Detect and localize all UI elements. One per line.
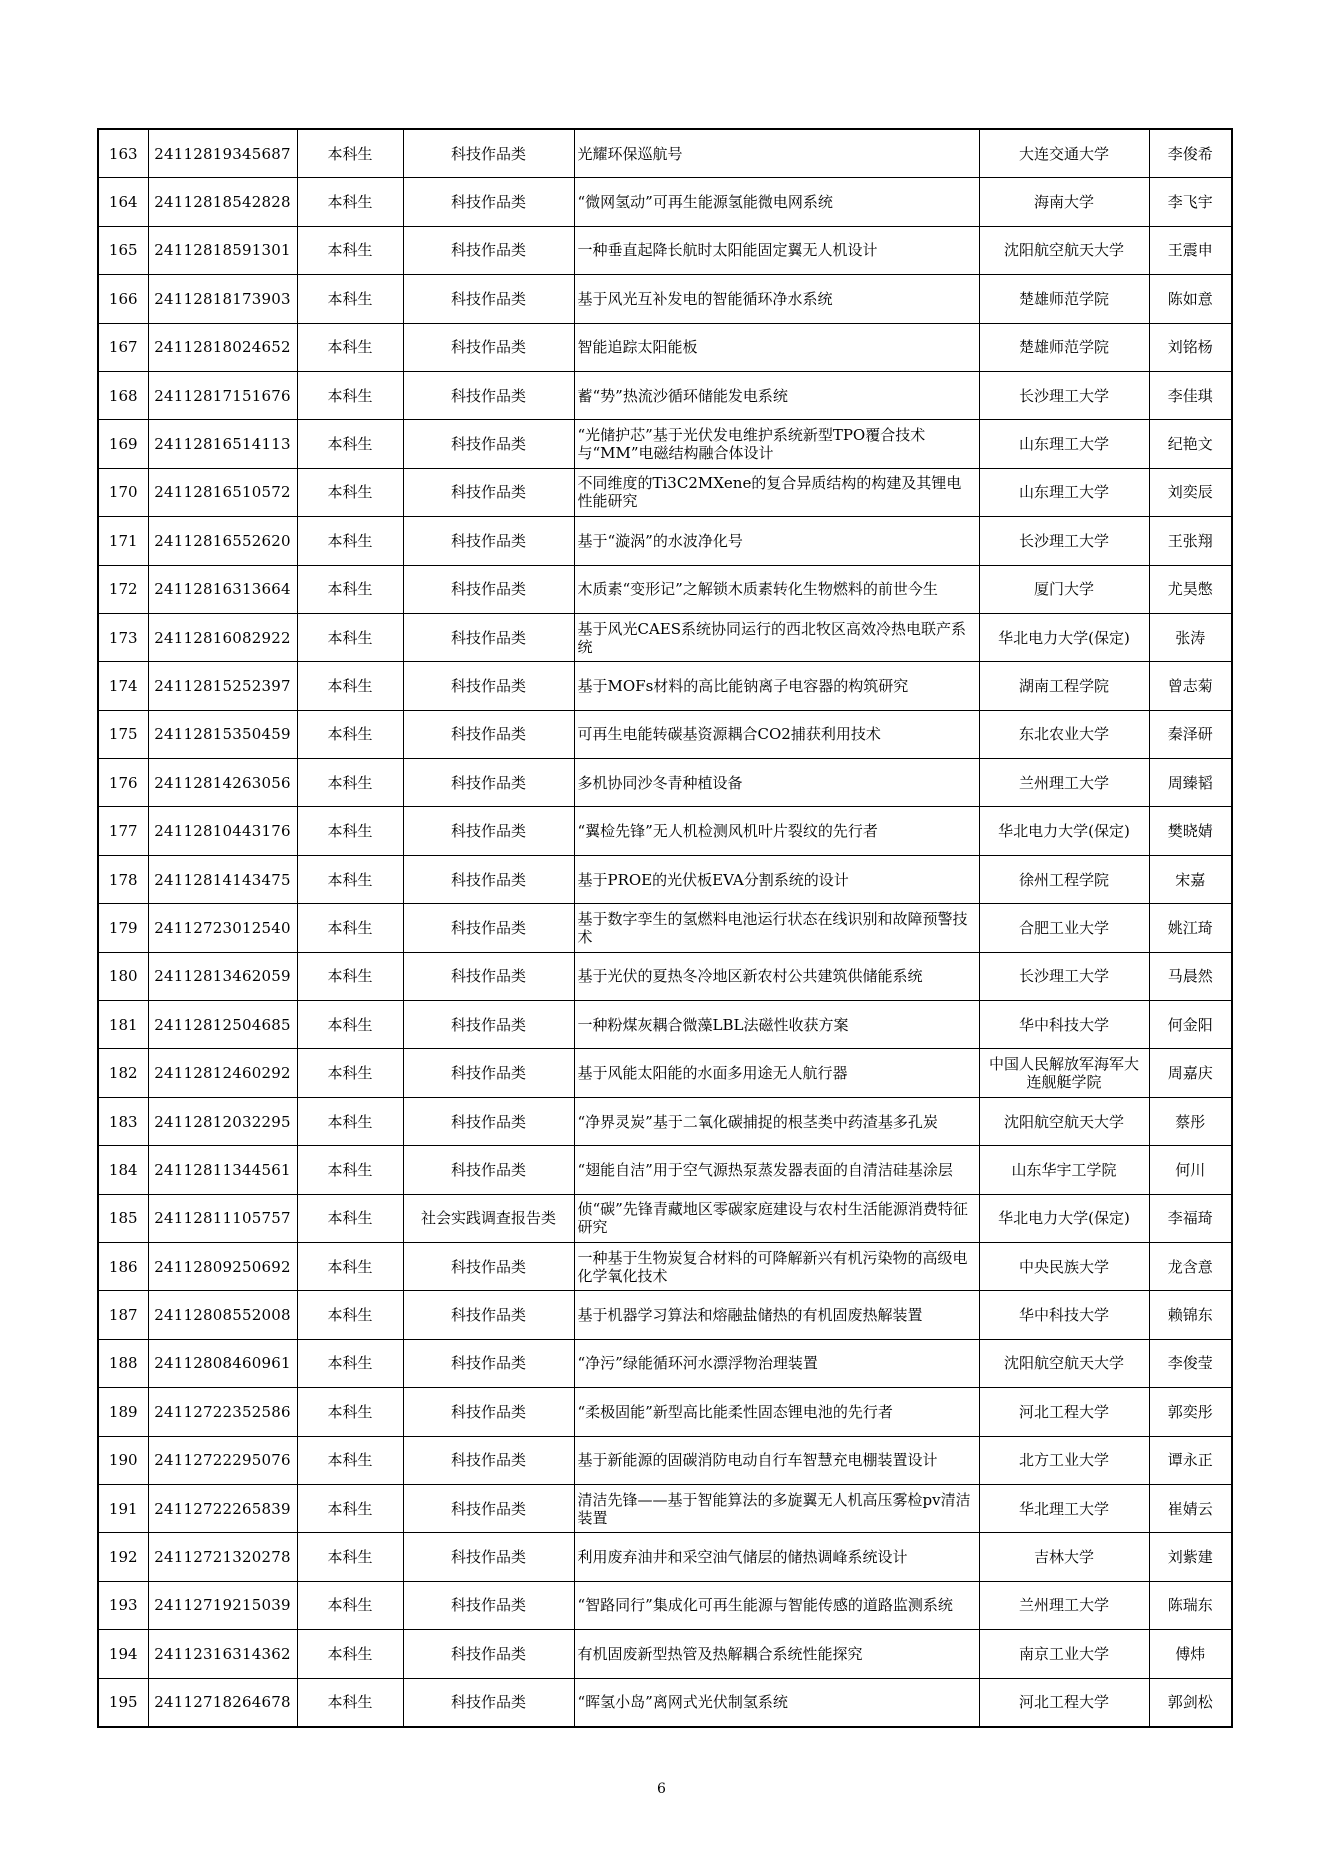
cell-category: 科技作品类 (403, 1436, 574, 1484)
cell-name: 龙含意 (1149, 1242, 1232, 1290)
cell-level: 本科生 (297, 275, 403, 323)
cell-category: 科技作品类 (403, 807, 574, 855)
cell-code: 24112812460292 (148, 1049, 297, 1097)
cell-code: 24112811344561 (148, 1146, 297, 1194)
cell-index: 169 (98, 420, 148, 468)
cell-code: 24112722295076 (148, 1436, 297, 1484)
cell-title: 基于风光互补发电的智能循环净水系统 (574, 275, 979, 323)
cell-level: 本科生 (297, 1291, 403, 1339)
table-row (98, 1001, 1232, 1049)
cell-title: 不同维度的Ti3C2MXene的复合异质结构的构建及其锂电性能研究 (574, 468, 979, 516)
table-row (98, 1194, 1232, 1242)
cell-category: 科技作品类 (403, 1484, 574, 1532)
table-row (98, 1436, 1232, 1484)
table-row (98, 1242, 1232, 1290)
cell-index: 178 (98, 855, 148, 903)
cell-level: 本科生 (297, 420, 403, 468)
cell-level: 本科生 (297, 565, 403, 613)
cell-title: “翅能自洁”用于空气源热泵蒸发器表面的自清洁硅基涂层 (574, 1146, 979, 1194)
cell-name: 李飞宇 (1149, 178, 1232, 226)
cell-school: 兰州理工大学 (979, 1581, 1149, 1629)
cell-code: 24112816510572 (148, 468, 297, 516)
cell-level: 本科生 (297, 952, 403, 1000)
cell-school: 华中科技大学 (979, 1291, 1149, 1339)
cell-category: 科技作品类 (403, 1533, 574, 1581)
table-row (98, 952, 1232, 1000)
table-row (98, 855, 1232, 903)
cell-code: 24112814143475 (148, 855, 297, 903)
cell-level: 本科生 (297, 1436, 403, 1484)
cell-title: 有机固废新型热管及热解耦合系统性能探究 (574, 1630, 979, 1678)
cell-school: 华北电力大学(保定) (979, 613, 1149, 661)
cell-code: 24112818542828 (148, 178, 297, 226)
cell-title: “净界灵炭”基于二氧化碳捕捉的根茎类中药渣基多孔炭 (574, 1097, 979, 1145)
cell-level: 本科生 (297, 807, 403, 855)
cell-category: 科技作品类 (403, 710, 574, 758)
cell-title: 蓄“势”热流沙循环储能发电系统 (574, 371, 979, 419)
cell-index: 186 (98, 1242, 148, 1290)
cell-name: 蔡彤 (1149, 1097, 1232, 1145)
cell-school: 山东理工大学 (979, 420, 1149, 468)
cell-name: 何川 (1149, 1146, 1232, 1194)
cell-name: 王震申 (1149, 226, 1232, 274)
cell-category: 科技作品类 (403, 420, 574, 468)
cell-name: 崔婧云 (1149, 1484, 1232, 1532)
cell-title: 多机协同沙冬青种植设备 (574, 759, 979, 807)
cell-title: “智路同行”集成化可再生能源与智能传感的道路监测系统 (574, 1581, 979, 1629)
cell-school: 华北理工大学 (979, 1484, 1149, 1532)
cell-index: 187 (98, 1291, 148, 1339)
cell-level: 本科生 (297, 371, 403, 419)
cell-level: 本科生 (297, 1678, 403, 1727)
cell-title: 一种基于生物炭复合材料的可降解新兴有机污染物的高级电化学氧化技术 (574, 1242, 979, 1290)
cell-code: 24112815252397 (148, 662, 297, 710)
cell-index: 173 (98, 613, 148, 661)
cell-category: 科技作品类 (403, 662, 574, 710)
table-row (98, 129, 1232, 178)
page-number: 6 (657, 1781, 666, 1797)
cell-category: 科技作品类 (403, 371, 574, 419)
table-row (98, 1049, 1232, 1097)
cell-code: 24112818173903 (148, 275, 297, 323)
table-row (98, 371, 1232, 419)
cell-title: 可再生电能转碳基资源耦合CO2捕获利用技术 (574, 710, 979, 758)
cell-index: 182 (98, 1049, 148, 1097)
cell-school: 华中科技大学 (979, 1001, 1149, 1049)
cell-code: 24112819345687 (148, 129, 297, 178)
cell-name: 曾志菊 (1149, 662, 1232, 710)
cell-school: 兰州理工大学 (979, 759, 1149, 807)
cell-school: 大连交通大学 (979, 129, 1149, 178)
cell-name: 王张翔 (1149, 517, 1232, 565)
cell-level: 本科生 (297, 1581, 403, 1629)
cell-category: 科技作品类 (403, 952, 574, 1000)
cell-level: 本科生 (297, 662, 403, 710)
cell-title: 基于风能太阳能的水面多用途无人航行器 (574, 1049, 979, 1097)
table-row (98, 1291, 1232, 1339)
cell-index: 177 (98, 807, 148, 855)
cell-title: 清洁先锋——基于智能算法的多旋翼无人机高压雾检pv清洁装置 (574, 1484, 979, 1532)
cell-code: 24112719215039 (148, 1581, 297, 1629)
cell-level: 本科生 (297, 129, 403, 178)
cell-school: 厦门大学 (979, 565, 1149, 613)
cell-school: 河北工程大学 (979, 1388, 1149, 1436)
cell-index: 164 (98, 178, 148, 226)
cell-index: 183 (98, 1097, 148, 1145)
table-row (98, 613, 1232, 661)
cell-code: 24112818024652 (148, 323, 297, 371)
cell-title: 光耀环保巡航号 (574, 129, 979, 178)
award-table (97, 128, 1233, 1728)
cell-category: 科技作品类 (403, 613, 574, 661)
cell-category: 科技作品类 (403, 855, 574, 903)
cell-index: 174 (98, 662, 148, 710)
cell-category: 科技作品类 (403, 1001, 574, 1049)
cell-school: 沈阳航空航天大学 (979, 1097, 1149, 1145)
table-row (98, 323, 1232, 371)
cell-title: 基于“漩涡”的水波净化号 (574, 517, 979, 565)
cell-level: 本科生 (297, 1146, 403, 1194)
cell-title: 侦“碳”先锋青藏地区零碳家庭建设与农村生活能源消费特征研究 (574, 1194, 979, 1242)
cell-index: 166 (98, 275, 148, 323)
cell-index: 172 (98, 565, 148, 613)
table-row (98, 565, 1232, 613)
cell-category: 科技作品类 (403, 1581, 574, 1629)
cell-title: 一种垂直起降长航时太阳能固定翼无人机设计 (574, 226, 979, 274)
cell-level: 本科生 (297, 613, 403, 661)
cell-category: 科技作品类 (403, 1630, 574, 1678)
cell-code: 24112812504685 (148, 1001, 297, 1049)
cell-index: 195 (98, 1678, 148, 1727)
cell-level: 本科生 (297, 1097, 403, 1145)
cell-index: 168 (98, 371, 148, 419)
cell-name: 刘紫建 (1149, 1533, 1232, 1581)
cell-school: 长沙理工大学 (979, 371, 1149, 419)
cell-level: 本科生 (297, 710, 403, 758)
cell-category: 科技作品类 (403, 517, 574, 565)
cell-category: 科技作品类 (403, 275, 574, 323)
cell-level: 本科生 (297, 178, 403, 226)
cell-level: 本科生 (297, 517, 403, 565)
cell-title: 基于光伏的夏热冬冷地区新农村公共建筑供储能系统 (574, 952, 979, 1000)
cell-code: 24112722265839 (148, 1484, 297, 1532)
cell-index: 170 (98, 468, 148, 516)
table-row (98, 759, 1232, 807)
cell-code: 24112812032295 (148, 1097, 297, 1145)
cell-name: 马晨然 (1149, 952, 1232, 1000)
cell-code: 24112810443176 (148, 807, 297, 855)
cell-school: 沈阳航空航天大学 (979, 226, 1149, 274)
cell-school: 楚雄师范学院 (979, 275, 1149, 323)
cell-index: 180 (98, 952, 148, 1000)
cell-code: 24112808460961 (148, 1339, 297, 1387)
cell-name: 周嘉庆 (1149, 1049, 1232, 1097)
table-row (98, 1484, 1232, 1532)
cell-title: 利用废弃油井和采空油气储层的储热调峰系统设计 (574, 1533, 979, 1581)
table-row (98, 1533, 1232, 1581)
table-row (98, 420, 1232, 468)
cell-title: 基于新能源的固碳消防电动自行车智慧充电棚装置设计 (574, 1436, 979, 1484)
cell-index: 188 (98, 1339, 148, 1387)
cell-school: 吉林大学 (979, 1533, 1149, 1581)
cell-name: 张涛 (1149, 613, 1232, 661)
cell-level: 本科生 (297, 1484, 403, 1532)
cell-name: 何金阳 (1149, 1001, 1232, 1049)
cell-category: 科技作品类 (403, 1146, 574, 1194)
table-row (98, 275, 1232, 323)
table-row (98, 178, 1232, 226)
cell-code: 24112816552620 (148, 517, 297, 565)
cell-level: 本科生 (297, 323, 403, 371)
table-row (98, 1678, 1232, 1727)
cell-level: 本科生 (297, 468, 403, 516)
cell-school: 华北电力大学(保定) (979, 807, 1149, 855)
cell-name: 周臻韬 (1149, 759, 1232, 807)
cell-category: 科技作品类 (403, 129, 574, 178)
cell-index: 167 (98, 323, 148, 371)
cell-name: 纪艳文 (1149, 420, 1232, 468)
cell-school: 湖南工程学院 (979, 662, 1149, 710)
cell-index: 165 (98, 226, 148, 274)
table-row (98, 1339, 1232, 1387)
cell-category: 科技作品类 (403, 904, 574, 952)
cell-school: 中国人民解放军海军大连舰艇学院 (979, 1049, 1149, 1097)
cell-name: 李俊莹 (1149, 1339, 1232, 1387)
cell-index: 194 (98, 1630, 148, 1678)
cell-code: 24112815350459 (148, 710, 297, 758)
cell-index: 176 (98, 759, 148, 807)
cell-name: 陈瑞东 (1149, 1581, 1232, 1629)
cell-school: 沈阳航空航天大学 (979, 1339, 1149, 1387)
cell-school: 徐州工程学院 (979, 855, 1149, 903)
cell-code: 24112816313664 (148, 565, 297, 613)
cell-name: 刘铭杨 (1149, 323, 1232, 371)
cell-category: 科技作品类 (403, 565, 574, 613)
cell-index: 171 (98, 517, 148, 565)
cell-name: 陈如意 (1149, 275, 1232, 323)
cell-code: 24112816514113 (148, 420, 297, 468)
cell-code: 24112808552008 (148, 1291, 297, 1339)
cell-level: 本科生 (297, 1001, 403, 1049)
cell-category: 科技作品类 (403, 1097, 574, 1145)
cell-title: 基于机器学习算法和熔融盐储热的有机固废热解装置 (574, 1291, 979, 1339)
cell-index: 181 (98, 1001, 148, 1049)
cell-title: 木质素“变形记”之解锁木质素转化生物燃料的前世今生 (574, 565, 979, 613)
cell-school: 华北电力大学(保定) (979, 1194, 1149, 1242)
cell-code: 24112814263056 (148, 759, 297, 807)
cell-code: 24112818591301 (148, 226, 297, 274)
cell-index: 179 (98, 904, 148, 952)
cell-name: 姚江琦 (1149, 904, 1232, 952)
cell-category: 科技作品类 (403, 1678, 574, 1727)
cell-title: 基于数字孪生的氢燃料电池运行状态在线识别和故障预警技术 (574, 904, 979, 952)
cell-index: 163 (98, 129, 148, 178)
cell-level: 本科生 (297, 1533, 403, 1581)
cell-name: 郭剑松 (1149, 1678, 1232, 1727)
cell-level: 本科生 (297, 1049, 403, 1097)
cell-school: 合肥工业大学 (979, 904, 1149, 952)
cell-code: 24112809250692 (148, 1242, 297, 1290)
cell-category: 科技作品类 (403, 1242, 574, 1290)
table-row (98, 710, 1232, 758)
cell-name: 李俊希 (1149, 129, 1232, 178)
cell-level: 本科生 (297, 1630, 403, 1678)
cell-category: 科技作品类 (403, 178, 574, 226)
cell-name: 李福琦 (1149, 1194, 1232, 1242)
cell-category: 社会实践调查报告类 (403, 1194, 574, 1242)
cell-category: 科技作品类 (403, 323, 574, 371)
cell-name: 樊晓婧 (1149, 807, 1232, 855)
cell-category: 科技作品类 (403, 226, 574, 274)
cell-name: 宋嘉 (1149, 855, 1232, 903)
cell-level: 本科生 (297, 1339, 403, 1387)
table-row (98, 807, 1232, 855)
cell-name: 傅炜 (1149, 1630, 1232, 1678)
cell-index: 189 (98, 1388, 148, 1436)
cell-category: 科技作品类 (403, 1339, 574, 1387)
table-row (98, 662, 1232, 710)
table-row (98, 226, 1232, 274)
cell-index: 175 (98, 710, 148, 758)
cell-school: 河北工程大学 (979, 1678, 1149, 1727)
cell-code: 24112816082922 (148, 613, 297, 661)
cell-title: “晖氢小岛”离网式光伏制氢系统 (574, 1678, 979, 1727)
cell-name: 尤昊憋 (1149, 565, 1232, 613)
cell-index: 184 (98, 1146, 148, 1194)
table-row (98, 904, 1232, 952)
cell-level: 本科生 (297, 1242, 403, 1290)
cell-code: 24112722352586 (148, 1388, 297, 1436)
cell-title: “光储护芯”基于光伏发电维护系统新型TPO覆合技术与“MM”电磁结构融合体设计 (574, 420, 979, 468)
cell-category: 科技作品类 (403, 468, 574, 516)
table-row (98, 517, 1232, 565)
cell-title: “柔极固能”新型高比能柔性固态锂电池的先行者 (574, 1388, 979, 1436)
cell-name: 谭永正 (1149, 1436, 1232, 1484)
cell-title: “翼检先锋”无人机检测风机叶片裂纹的先行者 (574, 807, 979, 855)
cell-title: “净污”绿能循环河水漂浮物治理装置 (574, 1339, 979, 1387)
cell-category: 科技作品类 (403, 759, 574, 807)
table-body (98, 129, 1232, 1727)
cell-code: 24112817151676 (148, 371, 297, 419)
table-row (98, 1146, 1232, 1194)
cell-index: 190 (98, 1436, 148, 1484)
cell-index: 191 (98, 1484, 148, 1532)
cell-school: 长沙理工大学 (979, 952, 1149, 1000)
cell-code: 24112316314362 (148, 1630, 297, 1678)
table-row (98, 1388, 1232, 1436)
cell-name: 刘奕辰 (1149, 468, 1232, 516)
cell-title: 一种粉煤灰耦合微藻LBL法磁性收获方案 (574, 1001, 979, 1049)
cell-title: 智能追踪太阳能板 (574, 323, 979, 371)
cell-code: 24112813462059 (148, 952, 297, 1000)
cell-name: 赖锦东 (1149, 1291, 1232, 1339)
cell-code: 24112718264678 (148, 1678, 297, 1727)
cell-index: 193 (98, 1581, 148, 1629)
cell-school: 东北农业大学 (979, 710, 1149, 758)
table-row (98, 468, 1232, 516)
cell-level: 本科生 (297, 226, 403, 274)
cell-code: 24112721320278 (148, 1533, 297, 1581)
cell-level: 本科生 (297, 855, 403, 903)
cell-school: 中央民族大学 (979, 1242, 1149, 1290)
cell-school: 山东华宇工学院 (979, 1146, 1149, 1194)
cell-index: 185 (98, 1194, 148, 1242)
cell-category: 科技作品类 (403, 1388, 574, 1436)
table-row (98, 1581, 1232, 1629)
cell-title: “微网氢动”可再生能源氢能微电网系统 (574, 178, 979, 226)
cell-code: 24112723012540 (148, 904, 297, 952)
cell-school: 楚雄师范学院 (979, 323, 1149, 371)
cell-level: 本科生 (297, 759, 403, 807)
cell-school: 北方工业大学 (979, 1436, 1149, 1484)
cell-school: 海南大学 (979, 178, 1149, 226)
cell-title: 基于MOFs材料的高比能钠离子电容器的构筑研究 (574, 662, 979, 710)
cell-index: 192 (98, 1533, 148, 1581)
table-row (98, 1097, 1232, 1145)
cell-level: 本科生 (297, 904, 403, 952)
cell-name: 秦泽研 (1149, 710, 1232, 758)
cell-category: 科技作品类 (403, 1291, 574, 1339)
cell-level: 本科生 (297, 1194, 403, 1242)
cell-name: 郭奕彤 (1149, 1388, 1232, 1436)
cell-code: 24112811105757 (148, 1194, 297, 1242)
cell-school: 山东理工大学 (979, 468, 1149, 516)
table-row (98, 1630, 1232, 1678)
cell-school: 长沙理工大学 (979, 517, 1149, 565)
cell-level: 本科生 (297, 1388, 403, 1436)
cell-school: 南京工业大学 (979, 1630, 1149, 1678)
cell-title: 基于风光CAES系统协同运行的西北牧区高效冷热电联产系统 (574, 613, 979, 661)
cell-title: 基于PROE的光伏板EVA分割系统的设计 (574, 855, 979, 903)
cell-category: 科技作品类 (403, 1049, 574, 1097)
cell-name: 李佳琪 (1149, 371, 1232, 419)
